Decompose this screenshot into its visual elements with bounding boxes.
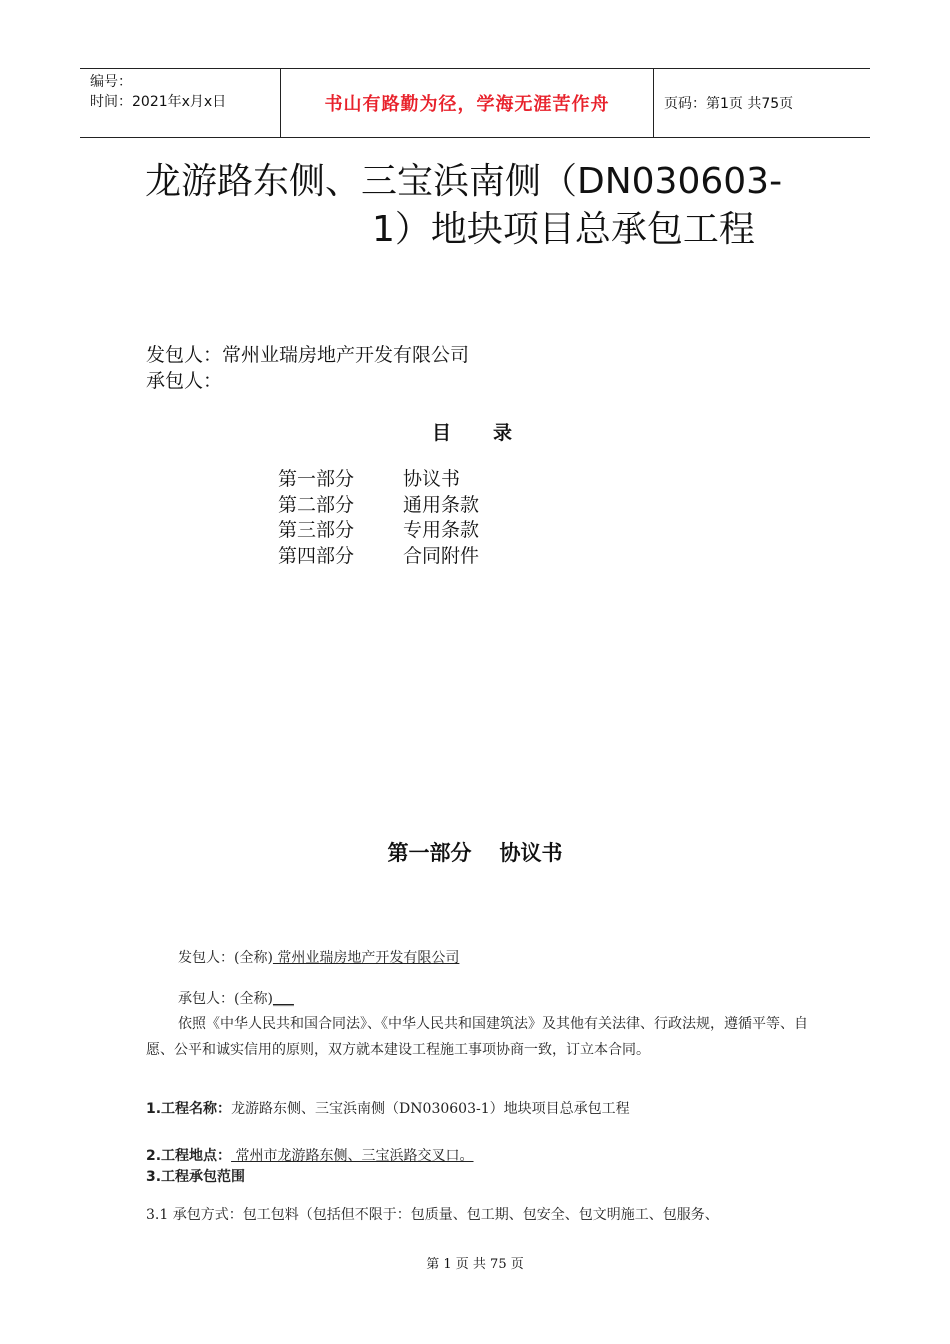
toc-item xyxy=(278,467,479,493)
document-title xyxy=(145,158,835,254)
toc-heading: 目录 xyxy=(432,422,555,444)
employer-label: 发包人：(全称) xyxy=(178,950,273,966)
section-name: 协议书 xyxy=(499,841,563,865)
agreement-intro: 依照《中华人民共和国合同法》、《中华人民共和国建筑法》及其他有关法律、行政法规，遵循平等、自愿、公平和诚实信用的原则，双方就本建设工程施工事项协商一致，订立本合同。 xyxy=(146,1016,808,1058)
toc-name: 通用条款 xyxy=(403,493,480,516)
table-of-contents xyxy=(278,467,479,569)
toc-item xyxy=(278,493,479,519)
section-heading xyxy=(0,837,950,867)
agreement-contractor xyxy=(178,988,294,1008)
contractor-value: ___ xyxy=(272,991,294,1007)
header-meta xyxy=(80,69,281,137)
title-line-1: 龙游路东侧、三宝浜南侧（DN030603- xyxy=(145,161,783,202)
toc-item xyxy=(278,518,479,544)
item-2-label: 2.工程地点： xyxy=(146,1148,232,1164)
toc-name: 协议书 xyxy=(403,468,461,490)
agreement-employer xyxy=(178,947,459,967)
parties-block xyxy=(146,342,469,394)
contractor-label: 承包人：(全称) xyxy=(178,991,273,1007)
toc-name: 合同附件 xyxy=(403,544,480,567)
number-label: 编号： xyxy=(90,74,132,90)
item-3-heading: 3.工程承包范围 xyxy=(146,1169,246,1185)
header-page-label: 页码：第1页 共75页 xyxy=(664,96,794,112)
toc-part: 第一部分 xyxy=(278,468,355,490)
time-label: 时间：2021年x月x日 xyxy=(90,94,227,110)
employer-value: 常州业瑞房地产开发有限公司 xyxy=(272,950,460,966)
item-3-1: 3.1 承包方式：包工包料（包括但不限于：包质量、包工期、包安全、包文明施工、包服务、 xyxy=(146,1207,719,1223)
item-1 xyxy=(146,1098,630,1118)
toc-part: 第二部分 xyxy=(278,493,355,516)
page-footer: 第 1 页 共 75 页 xyxy=(426,1257,524,1272)
toc-name: 专用条款 xyxy=(403,519,480,541)
item-1-value: 龙游路东侧、三宝浜南侧（DN030603-1）地块项目总承包工程 xyxy=(231,1101,630,1117)
employer-line: 发包人：常州业瑞房地产开发有限公司 xyxy=(146,344,470,366)
header-motto: 书山有路勤为径，学海无涯苦作舟 xyxy=(281,69,654,137)
item-2-value: 常州市龙游路东侧、三宝浜路交叉口。 xyxy=(231,1148,474,1164)
toc-part: 第四部分 xyxy=(278,544,355,567)
page-header xyxy=(80,68,870,138)
item-1-label: 1.工程名称： xyxy=(146,1101,232,1117)
section-part: 第一部分 xyxy=(387,841,472,865)
item-2 xyxy=(146,1145,474,1165)
contractor-line: 承包人： xyxy=(146,370,223,392)
title-line-2: 1）地块项目总承包工程 xyxy=(372,209,755,250)
toc-part: 第三部分 xyxy=(278,519,355,541)
toc-item xyxy=(278,544,479,570)
